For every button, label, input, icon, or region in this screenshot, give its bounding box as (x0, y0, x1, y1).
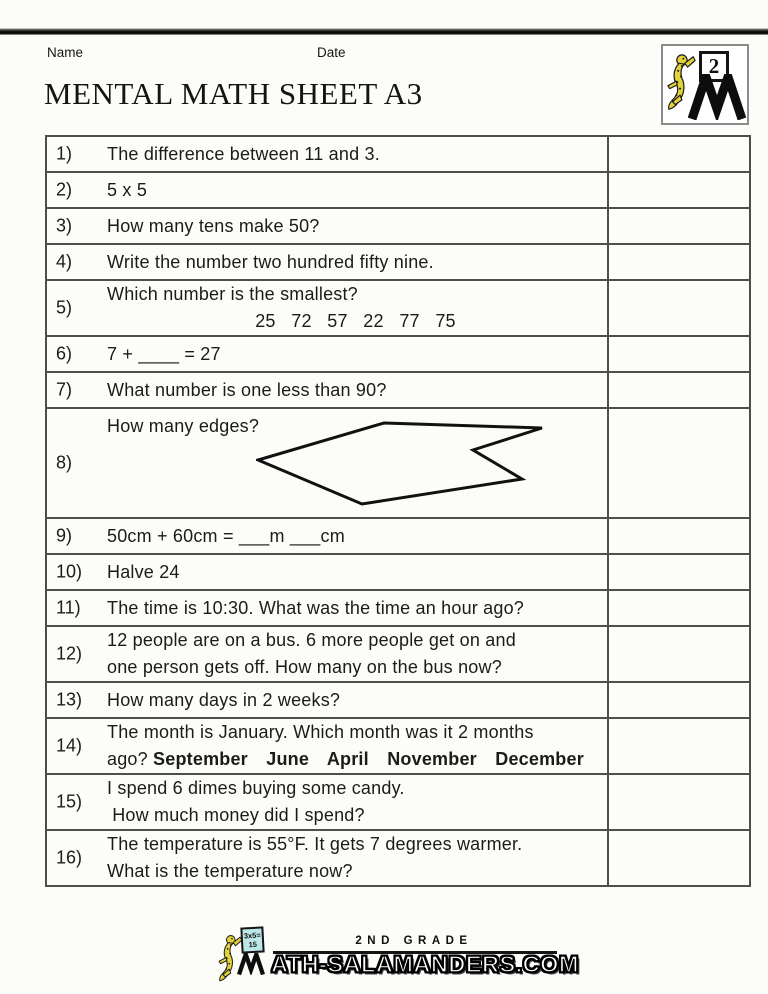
question-number: 6) (56, 343, 73, 364)
question-text: The time is 10:30. What was the time an hour ago? (107, 597, 525, 618)
grade-number: 2 (708, 54, 720, 78)
question-row-7 (46, 372, 750, 408)
question-text: 12 people are on a bus. 6 more people get on and (107, 630, 516, 650)
question-text: What number is one less than 90? (107, 379, 387, 400)
answer-box (608, 626, 750, 682)
question-row-6 (46, 336, 750, 372)
question-cell (46, 172, 608, 208)
question-cell (46, 774, 608, 830)
question-number: 8) (56, 452, 73, 473)
edges-polygon-shape (256, 421, 548, 509)
question-text: I spend 6 dimes buying some candy. (107, 778, 405, 798)
question-cell (46, 208, 608, 244)
answer-box (608, 518, 750, 554)
question-row-9 (46, 518, 750, 554)
question-row-14 (46, 718, 750, 774)
answer-box (608, 136, 750, 172)
question-cell (46, 626, 608, 682)
answer-box (608, 830, 750, 886)
question-text: 5 x 5 (107, 179, 148, 200)
question-row-10 (46, 554, 750, 590)
question-row-1 (46, 136, 750, 172)
answer-box (608, 554, 750, 590)
question-number: 3) (56, 215, 73, 236)
answer-box (608, 172, 750, 208)
question-text: How much money did I spend? (107, 805, 365, 825)
answer-box (608, 774, 750, 830)
question-row-8 (46, 408, 750, 518)
answer-options: September June April November December (153, 749, 584, 769)
question-text: Write the number two hundred fifty nine. (107, 251, 434, 272)
question-cell (46, 718, 608, 774)
name-label: Name (47, 45, 84, 60)
question-text: The difference between 11 and 3. (107, 143, 380, 164)
question-row-3 (46, 208, 750, 244)
question-number: 14) (56, 735, 83, 756)
footer-logo (210, 924, 580, 986)
multiplication-sign-board (240, 926, 264, 953)
answer-box (608, 682, 750, 718)
answer-box (608, 280, 750, 336)
answer-box (608, 244, 750, 280)
question-number: 5) (56, 297, 73, 318)
question-number: 1) (56, 143, 73, 164)
question-number: 2) (56, 179, 73, 200)
question-cell (46, 336, 608, 372)
m-logo-icon (230, 953, 272, 975)
question-text: Which number is the smallest? (107, 284, 358, 304)
question-text: 50cm + 60cm = ___m ___cm (107, 525, 345, 546)
question-text: How many days in 2 weeks? (107, 689, 341, 710)
question-row-11 (46, 590, 750, 626)
question-cell (46, 136, 608, 172)
question-cell (46, 244, 608, 280)
question-cell (46, 554, 608, 590)
question-cell (46, 518, 608, 554)
questions-table (45, 135, 751, 887)
grade-banner: 2ND GRADE (355, 935, 473, 947)
question-row-12 (46, 626, 750, 682)
question-text: ago? September June April November December (107, 749, 584, 769)
question-cell (46, 590, 608, 626)
question-row-13 (46, 682, 750, 718)
answer-box (608, 208, 750, 244)
question-cell (46, 280, 608, 336)
answer-box (608, 336, 750, 372)
question-text: 25 72 57 22 77 75 (255, 311, 456, 331)
sign-line1: 3x5= (243, 930, 261, 941)
top-divider (0, 28, 768, 35)
question-cell (46, 830, 608, 886)
question-number: 10) (56, 561, 83, 582)
site-wordmark: ATH-SALAMANDERS.COM (271, 951, 580, 977)
question-number: 13) (56, 689, 83, 710)
question-cell (46, 682, 608, 718)
question-text: The temperature is 55°F. It gets 7 degrees warmer. (107, 834, 523, 854)
question-text: How many tens make 50? (107, 215, 320, 236)
answer-box (608, 590, 750, 626)
page-title: MENTAL MATH SHEET A3 (44, 76, 423, 111)
question-number: 15) (56, 791, 83, 812)
question-number: 7) (56, 379, 73, 400)
question-row-15 (46, 774, 750, 830)
question-cell (46, 408, 608, 518)
question-text: The month is January. Which month was it 2 months (107, 722, 534, 742)
question-row-16 (46, 830, 750, 886)
answer-box (608, 372, 750, 408)
answer-box (608, 408, 750, 518)
question-text: What is the temperature now? (107, 861, 353, 881)
question-text: one person gets off. How many on the bus now? (107, 657, 502, 677)
m-logo-icon (688, 74, 746, 120)
question-number: 4) (56, 251, 73, 272)
question-row-2 (46, 172, 750, 208)
sign-line2: 15 (248, 939, 258, 949)
question-text: 7 + ____ = 27 (107, 343, 221, 364)
question-text: Halve 24 (107, 561, 180, 582)
question-number: 9) (56, 525, 73, 546)
question-number: 11) (56, 597, 81, 618)
question-row-4 (46, 244, 750, 280)
question-text: How many edges? (107, 416, 260, 436)
question-number: 12) (56, 643, 83, 664)
question-number: 16) (56, 847, 83, 868)
question-row-5 (46, 280, 750, 336)
question-cell (46, 372, 608, 408)
answer-box (608, 718, 750, 774)
date-label: Date (317, 45, 346, 60)
math-salamanders-corner-logo (661, 44, 749, 125)
